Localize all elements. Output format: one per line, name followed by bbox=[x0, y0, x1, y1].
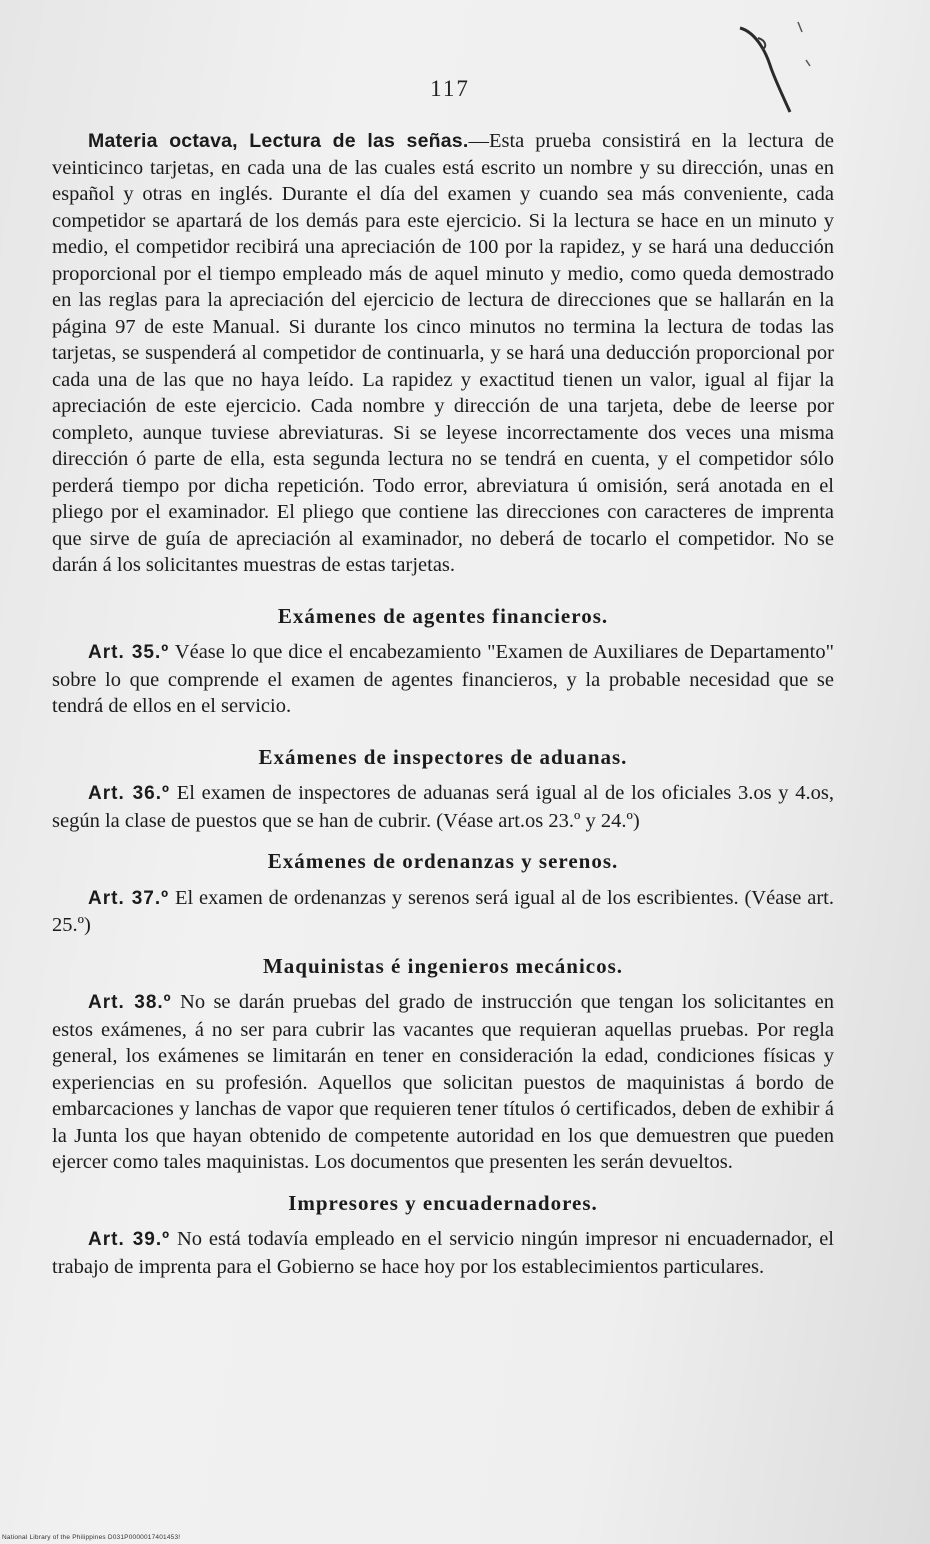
article-label: Art. 36.º bbox=[88, 783, 170, 804]
article-label: Art. 38.º bbox=[88, 992, 172, 1013]
article-text: El examen de ordenanzas y serenos será igual al de los escribientes. (Véase art. 25.º) bbox=[52, 886, 834, 936]
article-35 bbox=[52, 639, 834, 720]
article-label: Art. 39.º bbox=[88, 1229, 171, 1250]
article-text: El examen de inspectores de aduanas será igual al de los oficiales 3.os y 4.os, según la clase de puestos que se han de cubrir. (Véase art.os 23.º y 24.º) bbox=[52, 782, 834, 832]
article-39 bbox=[52, 1226, 834, 1280]
article-37 bbox=[52, 885, 834, 939]
article-36 bbox=[52, 780, 834, 834]
library-footer: National Library of the Philippines D031P0000017401453! bbox=[2, 1534, 181, 1541]
ink-stroke-mark bbox=[710, 20, 820, 130]
heading-maquinistas: Maquinistas é ingenieros mecánicos. bbox=[262, 953, 624, 978]
article-text: No se darán pruebas del grado de instrucción que tengan los solicitantes en estos exámenes, á no ser para cubrir las vacantes que requieran aquellas pruebas. Por regla general, los exámenes se limitarán en tener en consideración la edad, condiciones físicas y experiencias en su profesión. Aquellos que solicitan puestos de maquinistas á bordo de embarcaciones y lanchas de vapor que requieren tener títulos ó certificados, deben de exhibir á la Junta los que hayan obtenido de competente autoridad en los que demuestren que pueden ejercer como tales maquinistas. Los documentos que presenten les serán devueltos. bbox=[52, 991, 834, 1173]
article-label: Art. 35.º bbox=[88, 642, 170, 663]
heading-agentes-financieros: Exámenes de agentes financieros. bbox=[277, 603, 609, 628]
article-label: Art. 37.º bbox=[88, 887, 170, 909]
section-materia-octava bbox=[52, 128, 834, 579]
section-body-text: —Esta prueba consistirá en la lectura de veinticinco tarjetas, en cada una de las cuales está escrito un nombre y su dirección, unas en español y otras en inglés. Durante el día del examen y cuando sea más conveniente, cada competidor se apartará de los demás para este ejercicio. Si la lectura se hace en un minuto y medio, el competidor recibirá una apreciación de 100 por la rapidez, y se hará una deducción proporcional por el tiempo empleado más de aquel minuto y medio, como queda demostrado en las reglas para la apreciación del ejercicio de lectura de direcciones que se hallarán en la página 97 de este Manual. Si durante los cinco minutos no termina la lectura de todas las tarjetas, se suspenderá al competidor de continuarla, y se hará una deducción proporcional por cada una de las que no haya leído. La rapidez y exactitud tienen un valor, igual al fijar la apreciación de este ejercicio. Cada nombre y dirección de una tarjeta, debe de leerse por completo, aunque tuviese abreviaturas. Si se leyese incorrectamente dos veces una misma dirección ó parte de ella, esta segunda lectura no se tendrá en cuenta, y el competidor sólo perderá tiempo por dicha repetición. Todo error, abreviatura ú omisión, será anotada en el pliego por el examinador. El pliego que contiene las direcciones con caracteres de imprenta que sirve de guía de apreciación al examinador, no deberá de tocarlo el competidor. No se darán á los solicitantes muestras de estas tarjetas. bbox=[52, 130, 834, 576]
page-number: 117 bbox=[430, 76, 470, 101]
heading-impresores: Impresores y encuadernadores. bbox=[288, 1190, 598, 1215]
heading-inspectores-aduanas: Exámenes de inspectores de aduanas. bbox=[258, 744, 628, 769]
section-lead-title: Materia octava, Lectura de las señas. bbox=[88, 130, 469, 152]
article-38 bbox=[52, 989, 834, 1176]
article-text: Véase lo que dice el encabezamiento "Examen de Auxiliares de Departamento" sobre lo que comprende el examen de agentes financieros, y la probable necesidad que se tendrá de ellos en el servicio. bbox=[52, 641, 834, 717]
page-body bbox=[52, 128, 834, 1280]
heading-ordenanzas-serenos: Exámenes de ordenanzas y serenos. bbox=[267, 849, 619, 873]
article-text: No está todavía empleado en el servicio ningún impresor ni encuadernador, el trabajo de imprenta para el Gobierno se hace hoy por los establecimientos particulares. bbox=[52, 1228, 834, 1278]
